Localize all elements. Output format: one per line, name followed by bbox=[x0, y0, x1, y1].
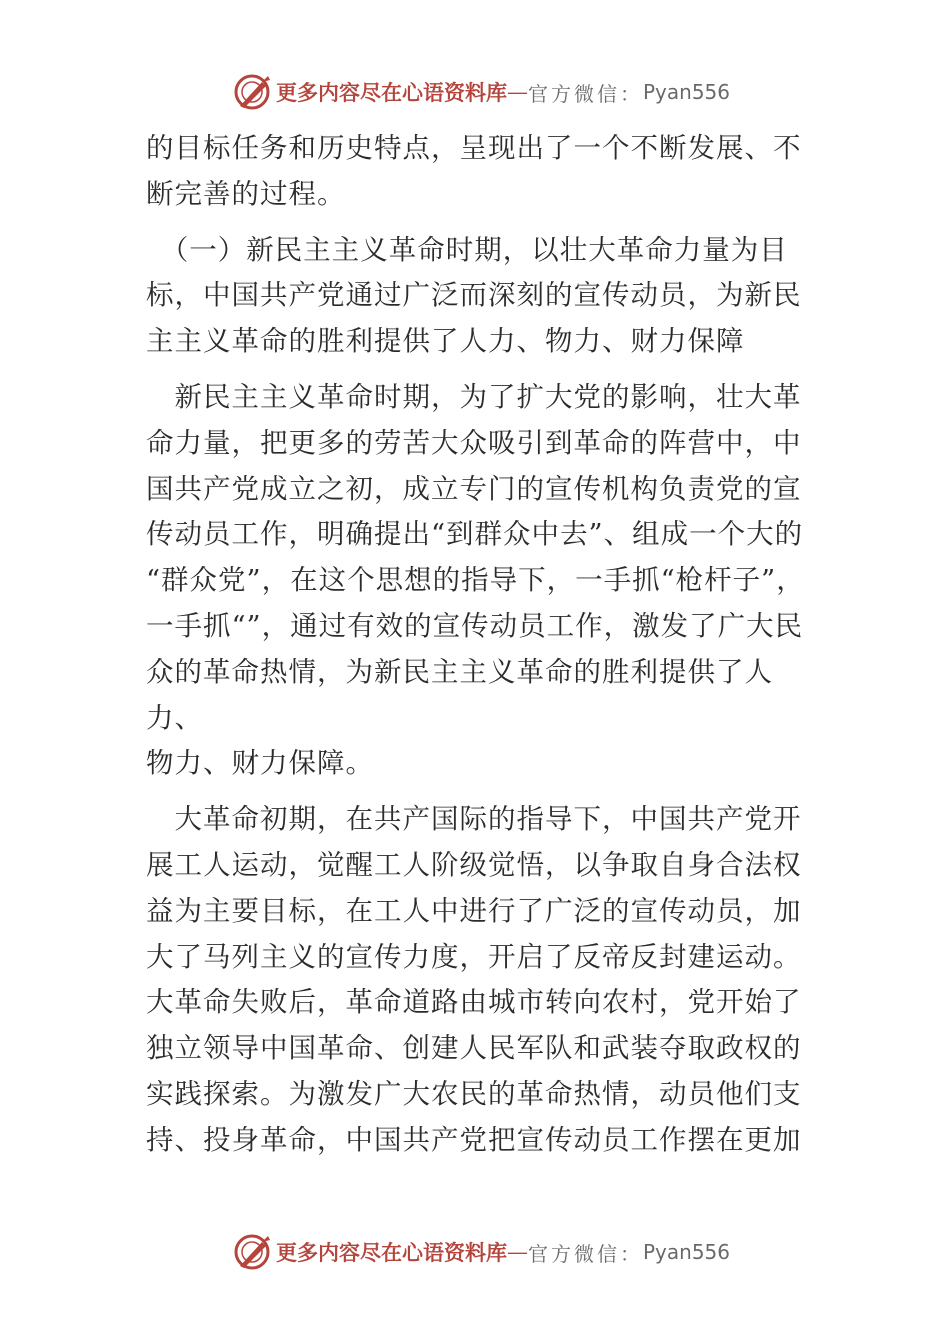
paragraph-2: 新民主主义革命时期，为了扩大党的影响，壮大革 命力量，把更多的劳苦大众吸引到革命的阵营中，中 国共产党成立之初，成立专门的宣传机构负责党的宣 传动员工作，明确提出“到群众中去”、组成一个大的 “群众党”，在这个思想的指导下，一手抓“枪杆子”， 一手抓“”，通过有效的宣传动员工作，激发了广大民 众的革命热情，为新民主主义革命的胜利提供了人力、 物力、财力保障。 bbox=[146, 380, 805, 780]
banner-wechat-label: 官方微信： bbox=[528, 81, 643, 106]
document-body bbox=[146, 126, 826, 1164]
pen-nib-logo-icon bbox=[232, 72, 272, 112]
footer-dash: — bbox=[507, 1240, 528, 1264]
footer-wechat-label: 官方微信： bbox=[528, 1241, 643, 1266]
paragraph-1: 的目标任务和历史特点，呈现出了一个不断发展、不 断完善的过程。 bbox=[146, 132, 802, 210]
footer-banner bbox=[232, 1232, 730, 1272]
header-banner bbox=[232, 72, 730, 112]
footer-wechat-id: Pyan556 bbox=[643, 1240, 731, 1264]
banner-brand-text: 更多内容尽在心语资料库 bbox=[276, 80, 507, 105]
pen-nib-logo-icon bbox=[232, 1232, 272, 1272]
banner-wechat-id: Pyan556 bbox=[643, 80, 731, 104]
paragraph-3: 大革命初期，在共产国际的指导下，中国共产党开 展工人运动，觉醒工人阶级觉悟，以争取自身合法权 益为主要目标，在工人中进行了广泛的宣传动员，加 大了马列主义的宣传力度，开启了反帝反封建运动。 大革命失败后，革命道路由城市转向农村，党开始了 独立领导中国革命、创建人民军队和武装夺取政权的 实践探索。为激发广大农民的革命热情，动员他们支 持、投身革命，中国共产党把宣传动员工作摆在更加 bbox=[146, 803, 802, 1156]
footer-brand-text: 更多内容尽在心语资料库 bbox=[276, 1240, 507, 1265]
section-heading-1: （一）新民主主义革命时期，以壮大革命力量为目 标，中国共产党通过广泛而深刻的宣传动员，为新民 主主义革命的胜利提供了人力、物力、财力保障 bbox=[146, 233, 802, 358]
banner-dash: — bbox=[507, 80, 528, 104]
